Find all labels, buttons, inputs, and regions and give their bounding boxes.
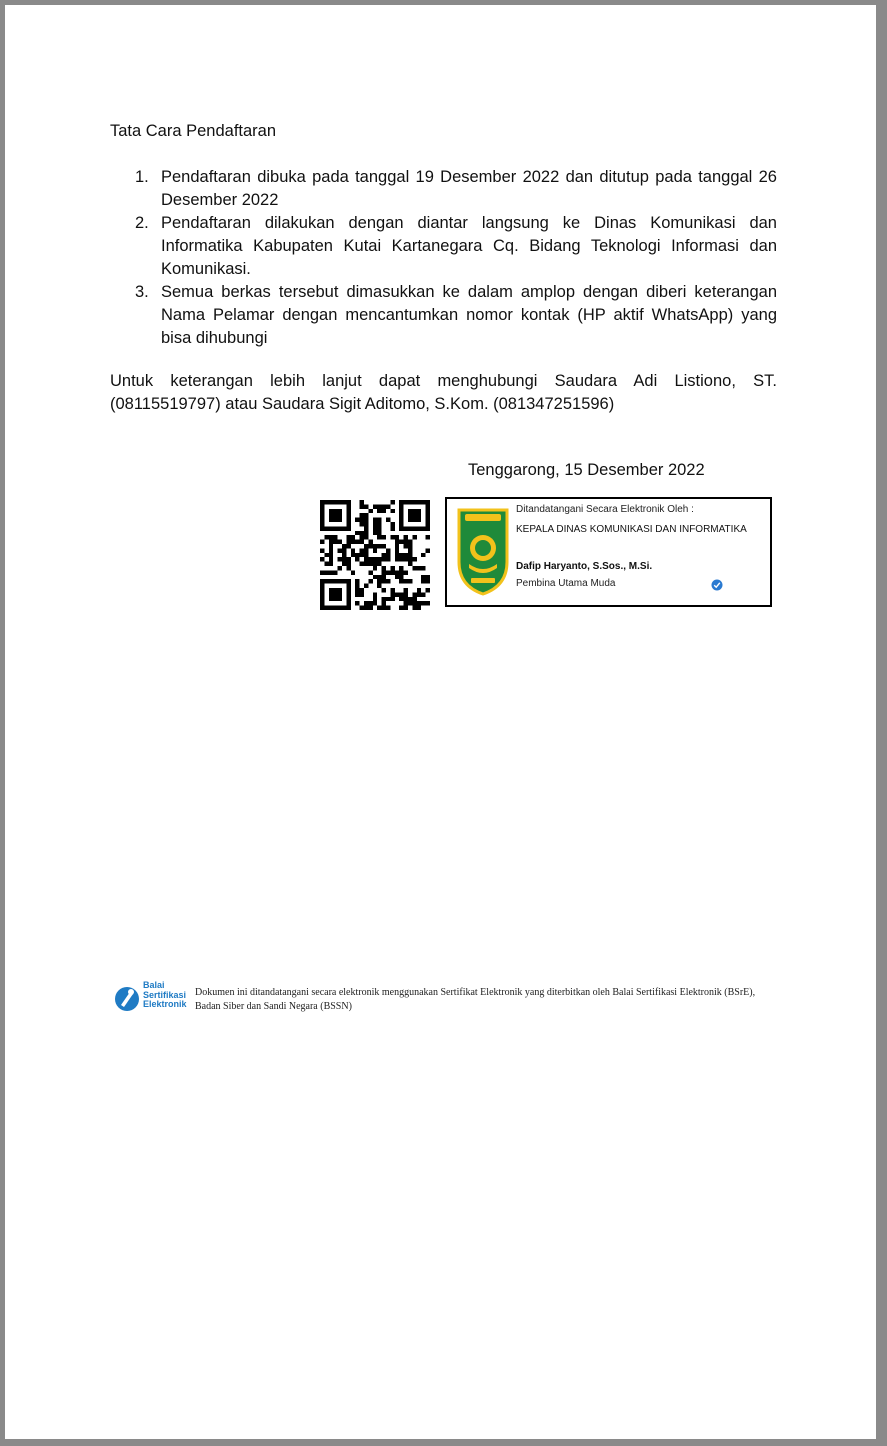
- list-item-text: Pendaftaran dilakukan dengan diantar langsung ke Dinas Komunikasi dan Informatika Kabupaten Kutai Kartanegara Cq. Bidang Teknologi Informasi dan Komunikasi.: [161, 214, 777, 278]
- electronic-signature-box: [445, 497, 772, 607]
- signed-by-label: Ditandatangani Secara Elektronik Oleh :: [516, 504, 694, 515]
- place-date: Tenggarong, 15 Desember 2022: [468, 461, 705, 479]
- signer-name: Dafip Haryanto, S.Sos., M.Si.: [516, 561, 653, 572]
- list-item-number: 1.: [135, 168, 149, 186]
- signer-position: KEPALA DINAS KOMUNIKASI DAN INFORMATIKA: [516, 524, 747, 535]
- bsre-logo-text: Balai Sertifikasi Elektronik: [143, 980, 187, 1009]
- registration-steps-list: [135, 166, 777, 350]
- bsre-logo-icon: [113, 981, 141, 1017]
- document-page: [5, 5, 876, 1439]
- list-item: [135, 166, 777, 212]
- footer-certification-note: Dokumen ini ditandatangani secara elektronik menggunakan Sertifikat Elektronik yang diterbitkan oleh Balai Sertifikasi Elektronik (BSrE), Badan Siber dan Sandi Negara (BSSN): [195, 987, 756, 1012]
- list-item-text: Pendaftaran dibuka pada tanggal 19 Desember 2022 dan ditutup pada tanggal 26 Desember 2022: [161, 168, 777, 209]
- list-item-number: 3.: [135, 283, 149, 301]
- list-item-number: 2.: [135, 214, 149, 232]
- bsre-logo: [113, 981, 193, 1019]
- list-item-text: Semua berkas tersebut dimasukkan ke dalam amplop dengan diberi keterangan Nama Pelamar dengan mencantumkan nomor kontak (HP aktif WhatsApp) yang bisa dihubungi: [161, 283, 777, 347]
- list-item: [135, 212, 777, 281]
- section-heading: Tata Cara Pendaftaran: [110, 122, 277, 140]
- regency-emblem-icon: [455, 504, 511, 596]
- qr-code-icon[interactable]: [320, 500, 430, 610]
- signer-rank: Pembina Utama Muda: [516, 578, 616, 589]
- contact-paragraph: Untuk keterangan lebih lanjut dapat menghubungi Saudara Adi Listiono, ST. (08115519797) atau Saudara Sigit Aditomo, S.Kom. (081347251596): [110, 372, 777, 413]
- verified-check-icon: [711, 579, 723, 591]
- list-item: [135, 281, 777, 350]
